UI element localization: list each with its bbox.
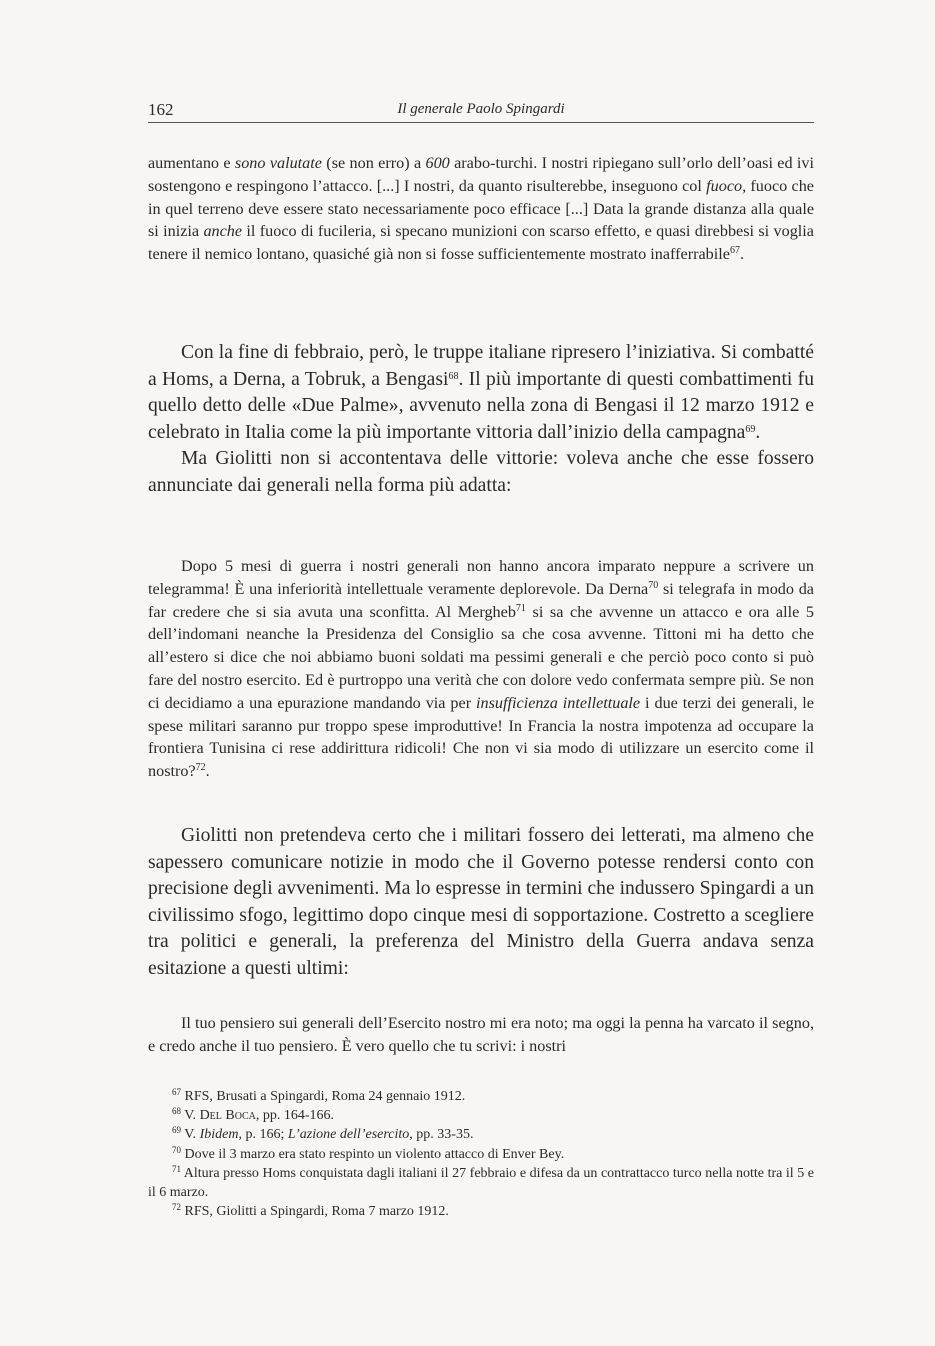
- body-text-1: [148, 340, 814, 500]
- footnote-ref-69[interactable]: 69: [745, 423, 756, 435]
- footnote: $^{71}$ Altura presso Homs conquistata dagli italiani il 27 febbraio e difesa da un contrattacco turco nella notte tra il 5 e il 6 marzo.: [148, 1163, 815, 1201]
- footnote-ref-67[interactable]: 67: [729, 245, 740, 257]
- running-title: Il generale Paolo Spingardi: [397, 101, 565, 117]
- footnote: $^{70}$ Dove il 3 marzo era stato respinto un violento attacco di Enver Bey.: [172, 1144, 565, 1162]
- block-quote-1: [148, 152, 814, 266]
- footnote: $^{67}$ RFS, Brusati a Spingardi, Roma 24 gennaio 1912.: [172, 1087, 466, 1104]
- footnote: $^{72}$ RFS, Giolitti a Spingardi, Roma 7 marzo 1912.: [172, 1202, 449, 1220]
- footnote-ref-71[interactable]: 71: [515, 602, 526, 614]
- body-text-2: [148, 823, 814, 983]
- block-quote-2: [148, 555, 814, 783]
- paragraph: Con la fine di febbraio, però, le truppe italiane ripresero l’iniziativa. Si combatté a Homs, a Derna, a Tobruk, a Bengasi$^{68}$. Il più importante di questi combattimenti fu quello detto delle «Due Palme», avvenuto nella zona di Bengasi il 12 marzo 1912 e celebrato in Italia come la più importante vittoria dall’inizio della campagna$^{69}$.: [148, 342, 814, 443]
- paragraph: Ma Giolitti non si accontentava delle vittorie: voleva anche che esse fossero annunciate dai generali nella forma più adatta:: [148, 448, 814, 496]
- page-number: 162: [148, 100, 174, 119]
- footnote-ref-68[interactable]: 68: [448, 370, 459, 382]
- footnotes: [148, 1087, 814, 1221]
- page-header: [148, 100, 814, 123]
- quote-paragraph: aumentano e sono valutate (se non erro) a 600 arabo-turchi. I nostri ripiegano sull’orlo dell’oasi ed ivi sostengono e respingono l’attacco. [...] I nostri, da quanto risulterebbe, inseguono col fuoco, fuoco che in quel terreno deve essere stato necessariamente poco efficace [...] Data la grande distanza alla quale si inizia anche il fuoco di fucileria, si specano munizioni con scarso effetto, e quasi direbbesi si voglia tenere il nemico lontano, quasiché già non si fosse sufficientemente mostrato inafferrabile$^{67}$.: [148, 154, 815, 264]
- footnote: $^{68}$ V. Del Boca, pp. 164-166.: [172, 1106, 335, 1124]
- footnote-ref-72[interactable]: 72: [195, 762, 206, 774]
- paragraph: Giolitti non pretendeva certo che i militari fossero dei letterati, ma almeno che sapessero comunicare notizie in modo che il Governo potesse rendersi conto con precisione degli avvenimenti. Ma lo espresse in termini che indussero Spingardi a un civilissimo sfogo, legittimo dopo cinque mesi di sopportazione. Costretto a scegliere tra politici e generali, la preferenza del Ministro della Guerra andava senza esitazione a questi ultimi:: [148, 825, 814, 979]
- footnote-ref-70[interactable]: 70: [648, 579, 659, 591]
- quote-paragraph: Il tuo pensiero sui generali dell’Esercito nostro mi era noto; ma oggi la penna ha varcato il segno, e credo anche il tuo pensiero. È vero quello che tu scrivi: i nostri: [148, 1014, 814, 1055]
- quote-paragraph: Dopo 5 mesi di guerra i nostri generali non hanno ancora imparato neppure a scrivere un telegramma! È una inferiorità intellettuale veramente deplorevole. Da Derna$^{70}$ si telegrafa in modo da far credere che si sia avuta una sconfitta. Al Mergheb$^{71}$ si sa che avvenne un attacco e ora alle 5 dell’indomani neanche la Presidenza del Consiglio sa che cosa avvenne. Tittoni mi ha detto che all’estero si dice che noi abbiamo buoni soldati ma pessimi generali e che perciò poco conto si può fare del nostro esercito. Ed è purtroppo una verità che con dolore vedo confermata sempre più. Se non ci decidiamo a una epurazione mandando via per insufficienza intellettuale i due terzi dei generali, le spese militari saranno pur troppo spese improduttive! In Francia la nostra impotenza ad occupare la frontiera Tunisina ci rese addirittura ridicoli! Che non vi sia modo di utilizzare un esercito come il nostro?$^{72}$.: [148, 557, 814, 781]
- footnote: $^{69}$ V. Ibidem, p. 166; L’azione dell’esercito, pp. 33-35.: [172, 1125, 474, 1143]
- block-quote-3: [148, 1012, 814, 1058]
